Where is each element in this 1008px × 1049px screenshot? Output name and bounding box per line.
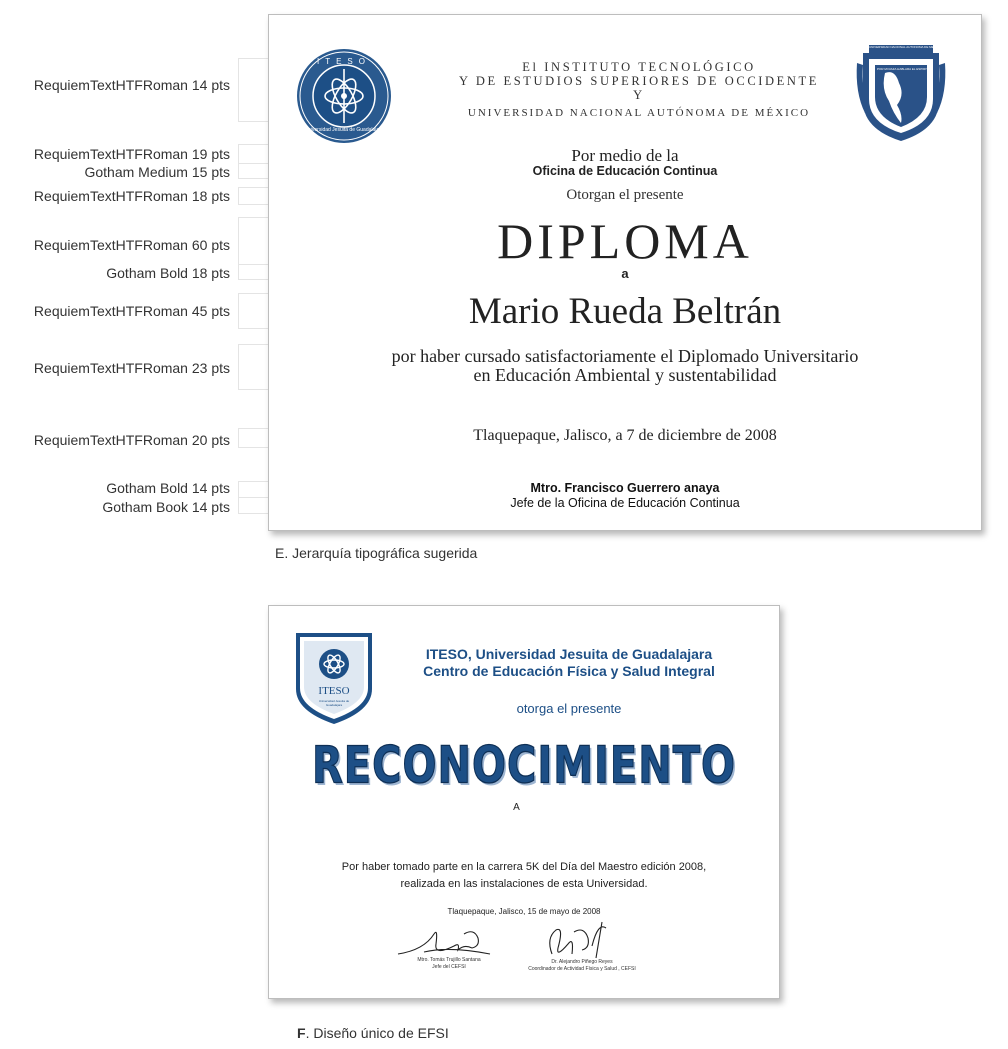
signer-name: Mtro. Francisco Guerrero anaya: [530, 481, 720, 495]
recon-body-line: Por haber tomado parte en la carrera 5K del Día del Maestro edición 2008,: [341, 861, 707, 873]
sig2-role: Coordinador de Actividad Física y Salud , CEFSI: [528, 966, 636, 972]
sig1-role: Jefe del CEFSI: [432, 964, 466, 970]
header-line: El INSTITUTO TECNOLÓGICO: [522, 60, 756, 74]
annotation-label: Gotham Book 14 pts: [102, 499, 230, 515]
signature-2-scribble-icon: [512, 918, 652, 962]
oficina-text: Oficina de Educación Continua: [532, 164, 718, 178]
annotation-label: RequiemTextHTFRoman 19 pts: [33, 146, 230, 162]
shield-small-text: Universidad Jesuita de Guadalajara: [318, 699, 350, 707]
annotation-label: RequiemTextHTFRoman 60 pts: [33, 237, 230, 253]
annotation-label: RequiemTextHTFRoman 14 pts: [33, 77, 230, 93]
recon-header-line: ITESO, Universidad Jesuita de Guadalajara: [425, 646, 713, 662]
header-line: UNIVERSIDAD NACIONAL AUTÓNOMA DE MÉXICO: [467, 107, 811, 119]
unam-seal-motto: POR MI RAZA HABLARA EL ESPIRITU: [877, 67, 931, 71]
iteso-seal-logo: [295, 47, 393, 145]
recon-place-date: Tlaquepaque, Jalisco, 15 de mayo de 2008: [447, 907, 601, 916]
iteso-shield-icon: [294, 631, 374, 726]
recon-title-wrap: [269, 736, 779, 796]
reconocimiento-sheet: [268, 605, 780, 999]
otorga-text: otorga el presente: [516, 701, 622, 716]
annotation-label: RequiemTextHTFRoman 23 pts: [33, 360, 230, 376]
iteso-shield-logo: [294, 631, 374, 726]
recon-body-line: realizada en las instalaciones de esta Universidad.: [400, 878, 648, 890]
annotation-label: RequiemTextHTFRoman 45 pts: [33, 303, 230, 319]
a-text: a: [621, 266, 629, 281]
recon-body: [269, 859, 779, 893]
iteso-seal-ring-text: Universidad Jesuita de Guadalajara: [304, 127, 384, 133]
caption-f-text: . Diseño único de EFSI: [305, 1025, 449, 1041]
annotation-label: RequiemTextHTFRoman 18 pts: [33, 188, 230, 204]
annotation-label: Gotham Bold 18 pts: [106, 265, 230, 281]
recon-a-text: A: [513, 802, 520, 813]
signature-1: [394, 924, 504, 974]
diploma-title: DIPLOMA: [497, 213, 753, 269]
diploma-sheet: [268, 14, 982, 531]
caption-f: [297, 1025, 449, 1041]
annotation-label: Gotham Bold 14 pts: [106, 480, 230, 496]
signature-1-scribble-icon: [394, 924, 504, 960]
otorgan-text: Otorgan el presente: [566, 187, 684, 203]
recon-header-line: Centro de Educación Física y Salud Integral: [423, 663, 715, 679]
sig2-name: Dr. Alejandro Piñego Reyes: [551, 959, 613, 965]
annotation-label: RequiemTextHTFRoman 20 pts: [33, 432, 230, 448]
shield-text: ITESO: [318, 685, 350, 697]
place-date: Tlaquepaque, Jalisco, a 7 de diciembre de 2008: [473, 427, 777, 444]
por-medio-text: Por medio de la: [571, 146, 679, 165]
caption-f-letter: F: [297, 1025, 306, 1041]
sig1-name: Mtro. Tomás Trujillo Santana: [417, 957, 481, 963]
unam-seal-text: UNIVERSIDAD NACIONAL AUTONOMA DE MEXICO: [869, 45, 942, 49]
body-line: en Educación Ambiental y sustentabilidad: [473, 365, 777, 385]
recon-header: [389, 646, 749, 680]
signature-2: [512, 918, 652, 976]
header-line: Y DE ESTUDIOS SUPERIORES DE OCCIDENTE: [459, 74, 819, 88]
signer-role: Jefe de la Oficina de Educación Continua: [510, 496, 740, 510]
recon-title: RECONOCIMIENTO: [312, 736, 736, 796]
recipient-name: Mario Rueda Beltrán: [468, 291, 782, 332]
annotation-label: Gotham Medium 15 pts: [84, 164, 230, 180]
diploma-header: [409, 60, 869, 120]
diploma-body: [269, 347, 981, 385]
body-line: por haber cursado satisfactoriamente el Diplomado Universitario: [391, 346, 859, 366]
iteso-seal-text: ITESO: [316, 57, 371, 66]
header-line: Y: [633, 88, 645, 102]
caption-e: E. Jerarquía tipográfica sugerida: [275, 545, 478, 561]
